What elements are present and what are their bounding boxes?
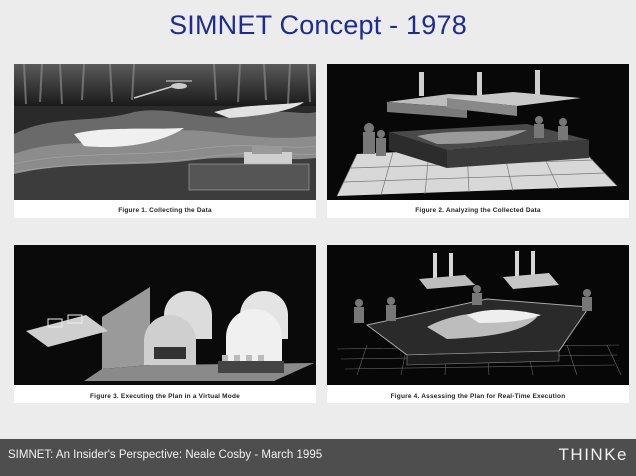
figure-4	[327, 245, 629, 403]
figure-3-illustration	[14, 245, 316, 385]
footer-text: SIMNET: An Insider's Perspective: Neale Cosby - March 1995	[8, 449, 323, 461]
figure-4-illustration	[327, 245, 629, 385]
figure-4-caption: Figure 4. Assessing the Plan for Real-Time Execution	[390, 393, 566, 400]
figure-3	[14, 245, 316, 403]
slide-title: SIMNET Concept - 1978	[169, 10, 467, 40]
figure-3-caption: Figure 3. Executing the Plan in a Virtual Mode	[90, 393, 240, 400]
figure-2-caption: Figure 2. Analyzing the Collected Data	[415, 207, 541, 214]
figure-1-illustration	[14, 64, 316, 200]
footer-bar	[0, 439, 636, 476]
figure-2-illustration	[327, 64, 629, 200]
figure-1-caption: Figure 1. Collecting the Data	[118, 207, 212, 214]
footer-logo: THINKe	[558, 445, 628, 464]
figure-2	[327, 64, 629, 218]
figure-1	[14, 64, 316, 218]
